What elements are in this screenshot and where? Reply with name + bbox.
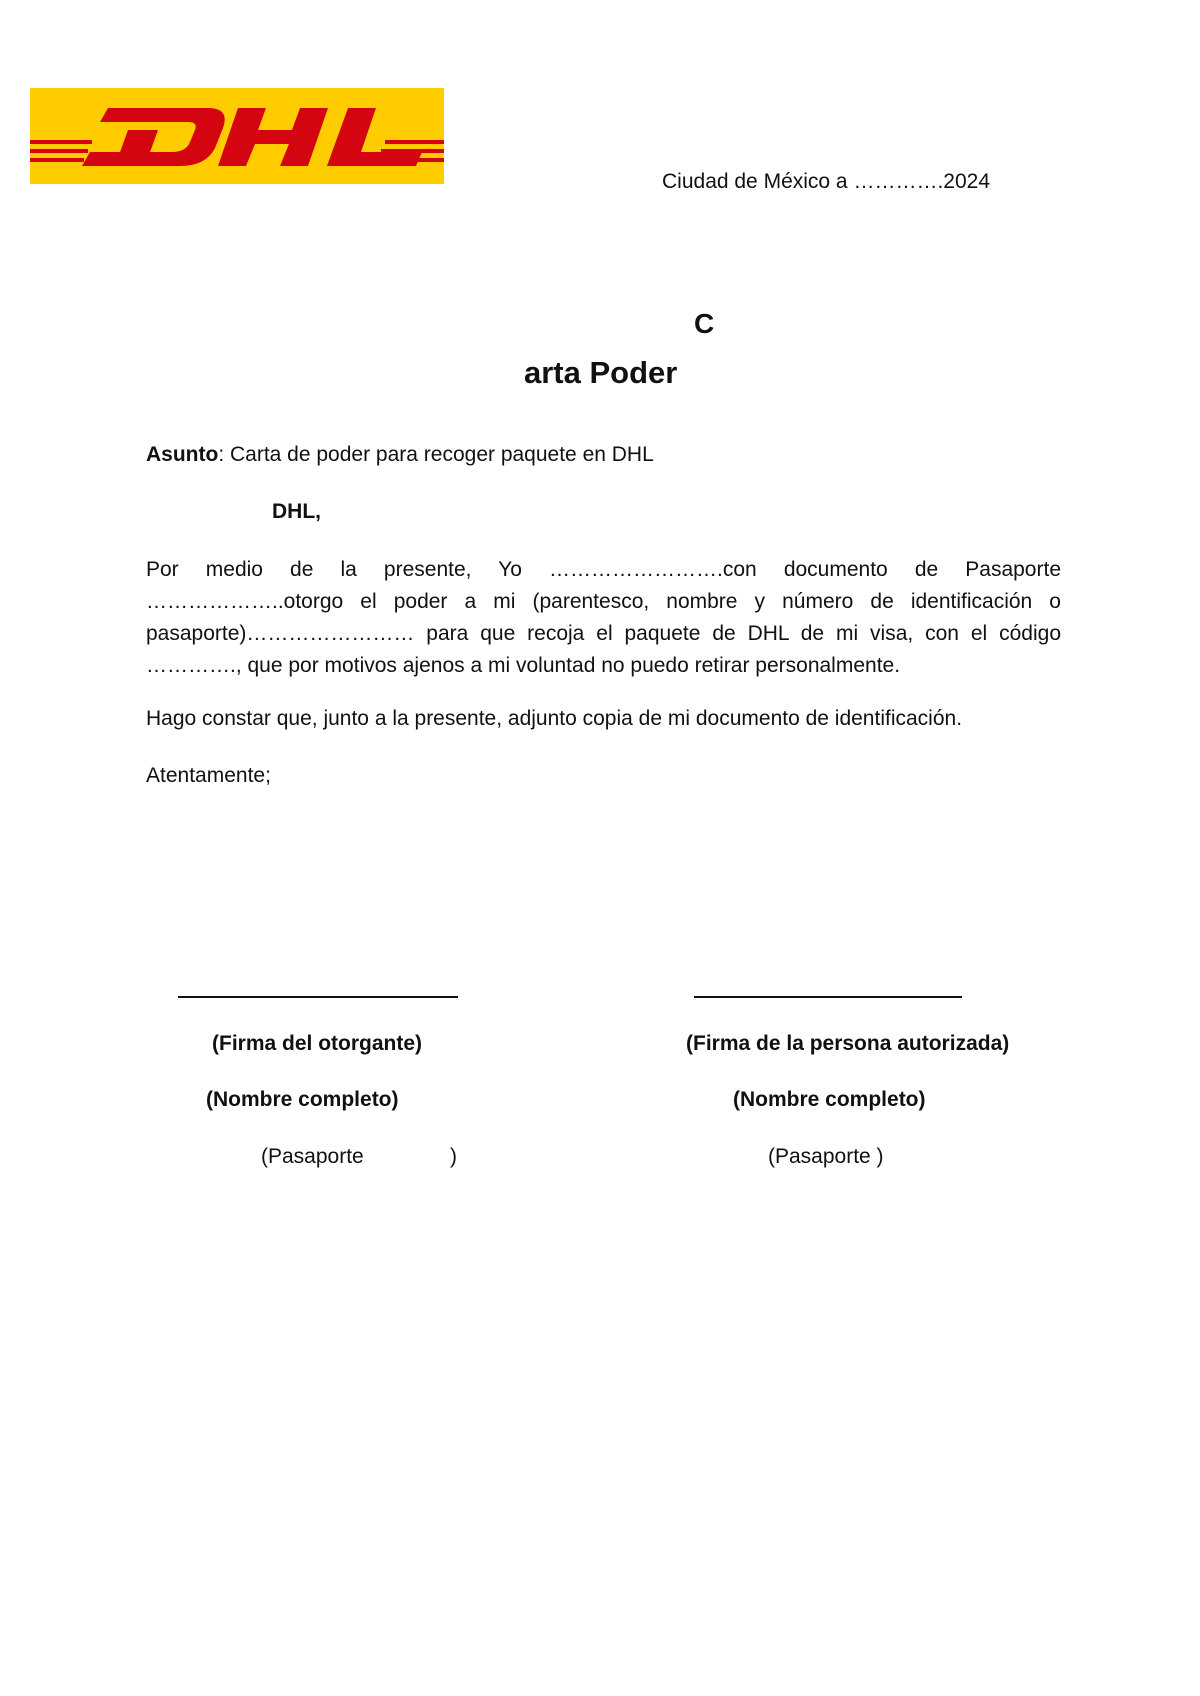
subject-label: Asunto: [146, 443, 219, 466]
title-first-letter: C: [694, 308, 715, 339]
body-paragraph-attachment: Hago constar que, junto a la presente, adjunto copia de mi documento de identificación.: [146, 707, 963, 730]
recipient: DHL,: [272, 500, 321, 523]
date-line: Ciudad de México a ………….2024: [662, 170, 990, 193]
grantor-signature-label: (Firma del otorgante): [212, 1032, 423, 1055]
document-title: arta Poder: [524, 355, 678, 390]
authorized-name-label: (Nombre completo): [733, 1088, 926, 1111]
authorized-passport-label: (Pasaporte ): [768, 1145, 884, 1168]
grantor-signature-line: [178, 996, 458, 998]
authorized-signature-label: (Firma de la persona autorizada): [686, 1032, 1010, 1055]
subject-line: [146, 443, 654, 467]
grantor-passport-label: (Pasaporte: [261, 1145, 364, 1168]
dhl-logo: [30, 88, 444, 184]
subject-text: : Carta de poder para recoger paquete en DHL: [218, 443, 654, 466]
authorized-signature-line: [694, 996, 962, 998]
grantor-name-label: (Nombre completo): [206, 1088, 399, 1111]
grantor-passport-close: ): [450, 1145, 457, 1168]
body-paragraph-authorization: Por medio de la presente, Yo …………………….con documento de Pasaporte ………………..otorgo el poder a mi (parentesco, nombre y número de identificación o pasaporte)…………………… para que recoja el paquete de DHL de mi visa, con el código …………., que por motivos ajenos a mi voluntad no puedo retirar personalmente.: [146, 558, 1061, 677]
closing: Atentamente;: [146, 764, 271, 787]
